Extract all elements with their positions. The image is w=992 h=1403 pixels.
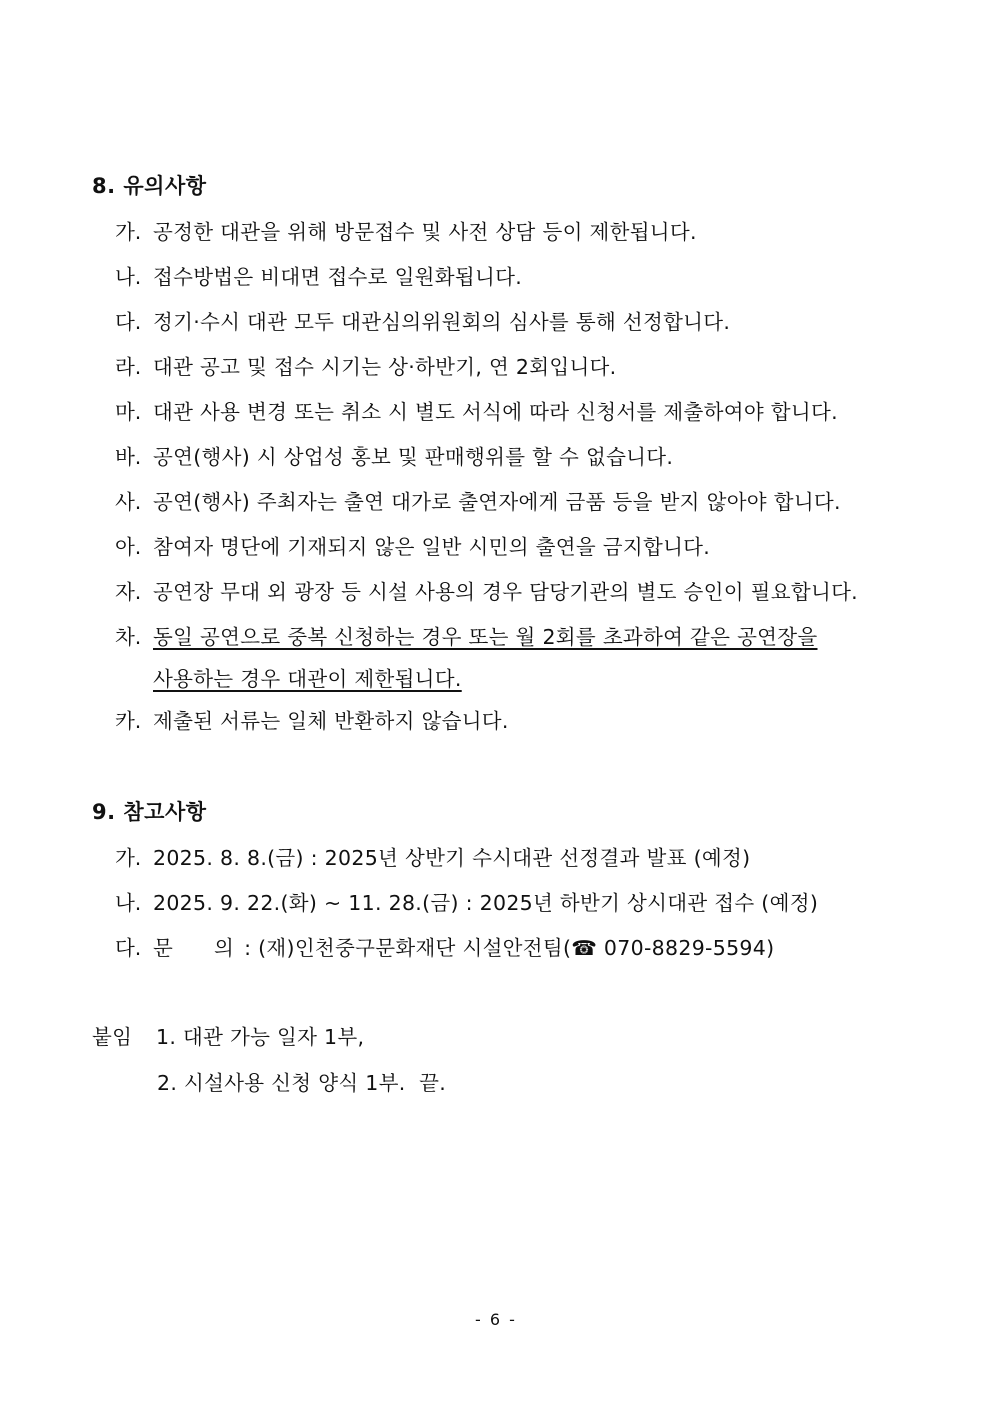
item-mark: 다. (115, 310, 142, 334)
notice-item (115, 259, 522, 295)
item-mark: 카. (115, 709, 142, 733)
item-text: 정기·수시 대관 모두 대관심의위원회의 심사를 통해 선정합니다. (153, 310, 731, 334)
attachment-item: 2. 시설사용 신청 양식 1부. 끝. (157, 1071, 447, 1095)
contact-label: 문 의 (153, 936, 235, 960)
notice-item (115, 703, 509, 739)
notice-item (115, 529, 710, 565)
contact-text: : (재)인천중구문화재단 시설안전팀(☎ 070-8829-5594) (244, 936, 775, 960)
item-mark: 자. (115, 580, 142, 604)
item-mark: 나. (115, 265, 142, 289)
notice-item-underlined (115, 619, 818, 655)
section-9-title: 9. 참고사항 (92, 800, 207, 824)
item-text: 공정한 대관을 위해 방문접수 및 사전 상담 등이 제한됩니다. (153, 220, 697, 244)
item-text: 공연(행사) 시 상업성 홍보 및 판매행위를 할 수 없습니다. (153, 445, 674, 469)
attachments-label: 붙임 (92, 1025, 133, 1049)
notice-item (115, 574, 858, 610)
item-text-line1: 동일 공연으로 중복 신청하는 경우 또는 월 2회를 초과하여 같은 공연장을 (153, 625, 818, 649)
item-mark: 아. (115, 535, 142, 559)
notice-item (115, 214, 697, 250)
notice-item (115, 304, 730, 340)
reference-item (115, 885, 818, 921)
item-text: 2025. 9. 22.(화) ~ 11. 28.(금) : 2025년 하반기 상시대관 접수 (예정) (153, 891, 819, 915)
item-text: 공연(행사) 주최자는 출연 대가로 출연자에게 금품 등을 받지 않아야 합니다. (153, 490, 841, 514)
item-mark: 마. (115, 400, 142, 424)
reference-item (115, 840, 750, 876)
item-mark: 가. (115, 220, 142, 244)
item-text: 공연장 무대 외 광장 등 시설 사용의 경우 담당기관의 별도 승인이 필요합니다. (153, 580, 858, 604)
item-text: 접수방법은 비대면 접수로 일원화됩니다. (153, 265, 523, 289)
attachments (92, 1020, 364, 1050)
item-mark: 나. (115, 891, 142, 915)
item-mark: 바. (115, 445, 142, 469)
attachment-item: 1. 대관 가능 일자 1부, (156, 1025, 365, 1049)
item-text: 2025. 8. 8.(금) : 2025년 상반기 수시대관 선정결과 발표 (예정) (153, 846, 751, 870)
item-mark: 라. (115, 355, 142, 379)
item-mark: 차. (115, 625, 142, 649)
item-text: 대관 공고 및 접수 시기는 상·하반기, 연 2회입니다. (153, 355, 617, 379)
item-mark: 가. (115, 846, 142, 870)
item-text: 참여자 명단에 기재되지 않은 일반 시민의 출연을 금지합니다. (153, 535, 711, 559)
notice-item (115, 394, 838, 430)
item-text-line2: 사용하는 경우 대관이 제한됩니다. (153, 667, 462, 691)
contact-item (115, 930, 774, 966)
item-text: 제출된 서류는 일체 반환하지 않습니다. (153, 709, 509, 733)
item-text: 대관 사용 변경 또는 취소 시 별도 서식에 따라 신청서를 제출하여야 합니다. (153, 400, 838, 424)
item-mark: 사. (115, 490, 142, 514)
notice-item (115, 484, 841, 520)
section-8-title: 8. 유의사항 (92, 174, 207, 198)
notice-item (115, 349, 616, 385)
notice-item (115, 439, 673, 475)
page-number: - 6 - (475, 1310, 517, 1329)
item-mark: 다. (115, 936, 142, 960)
